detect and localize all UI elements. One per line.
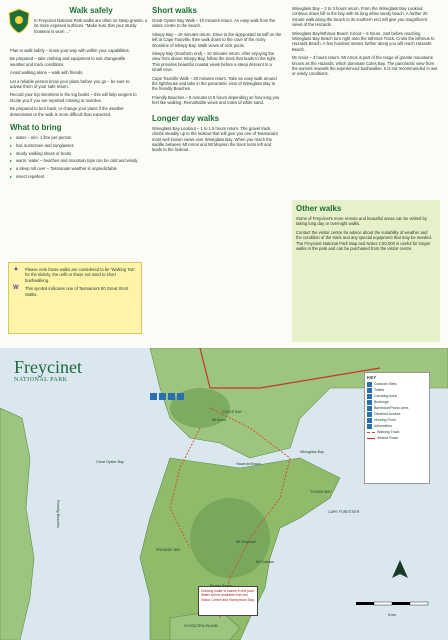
walk-notice-box: [8, 262, 142, 334]
map-scale-bar: [356, 602, 428, 605]
key-row: [367, 435, 427, 441]
bbq-icon: [367, 406, 372, 411]
note-text: Please note these walks are considered to be 'Walking Tas' for the elderly, the unfit or those not used to short bushwalking.: [25, 267, 135, 283]
camping-icon: [367, 394, 372, 399]
cape-tourville-walk: Cape Tourville Walk – 20 minutes return. Take an easy walk around the lighthouse and take in the panoramic view of Wineglass Bay to the friendly Beaches.: [152, 75, 277, 92]
column-short-walks: [152, 6, 282, 156]
info-icon: [367, 424, 372, 429]
key-label: Disabled Access: [374, 412, 401, 416]
caution-icon: ▲: [13, 266, 19, 272]
key-label: Camping Area: [374, 394, 397, 398]
mt-amos-walk: Mt Amos – 3 hours return. Mt Amos is part of the range of granite mountains known as the Hazards, which dominate Coles Bay. The panoramic view from the summit rewards the experienced bushwalker. It is not recommended in wet or windy conditions.: [292, 55, 438, 77]
toilet-icon: [367, 388, 372, 393]
list-item: ▸ sturdy walking shoes or boots: [10, 151, 140, 156]
column-long-walks: [292, 6, 438, 80]
toilet-icon: [150, 393, 157, 400]
what-to-bring-heading: What to bring: [10, 123, 62, 133]
map-subtitle: NATIONAL PARK: [14, 377, 68, 383]
key-label: Bookings: [374, 400, 389, 404]
facility-icons: [150, 393, 184, 400]
label-mt-amos: Mt Amos: [212, 418, 226, 422]
walk-safely-heading: Walk safely: [69, 6, 113, 15]
great-oyster-bay-walk: Great Oyster Bay Walk – 10 minutes return. An easy walk from the visitor centre to the beach.: [152, 18, 276, 29]
friendly-beaches-walk: Friendly Beaches – 5 minutes to 5 hours depending on how long you feel like walking. Remarkable views and miles of white sand.: [152, 94, 280, 106]
list-item: ▸ a sleep roll over – Tasmanian weather is unpredictable: [10, 166, 140, 171]
label-great-oyster-bay: Great Oyster Bay: [96, 460, 124, 464]
note-great-short-walks: [13, 286, 137, 297]
map-title: Freycinet: [14, 357, 82, 377]
key-label: Walking Track: [377, 430, 400, 434]
walk-safely-intro: In Freycinet National Park walks are often on steep granite, a lot more exposed surfaces. "Make sure that your sturdy footwear is worn ...": [34, 18, 148, 34]
other-walks-heading: Other walks: [296, 204, 342, 213]
sleepy-bay-south-walk: Sleepy Bay (Southern end) – 10 minutes return. After enjoying the view from above Sleepy Bay, follow the track that leads to the right. This provides beautiful coastal views before a steep descent to a small cove.: [152, 51, 277, 73]
bookings-icon: [367, 400, 372, 405]
camping-icon: [159, 393, 166, 400]
other-walks-text: Some of Freycinet's more remote and beautiful areas can be visited by taking long day or overnight walks.: [296, 216, 427, 227]
other-walks-advice: Contact the visitor centre for advice about the suitability of weather and the condition of the track and any special equipment that may be needed. The Freycinet National Park Map and Notes 1:50,000 is useful for longer walks in the park and can be purchased from the visitor centre.: [296, 229, 432, 252]
label-promise-bay: PROMISE BAY: [156, 548, 181, 552]
list-item: ▸ warm, water – beaches and mountain tops can be cold and windy: [10, 158, 140, 163]
track-line-icon: [367, 432, 375, 433]
wineglass-lookout-walk: Wineglass Bay Lookout – 1 to 1.5 hours return. The gravel track climbs steadily up to the lookout that will give you one of Tasmania's most well known views over Wineglass Bay. When you reach the saddle between Mt Amos and Mt Mayson the track turns left and leads to the lookout.: [152, 125, 278, 153]
other-walks-panel: [292, 200, 440, 342]
label-hazards-beach: Hazards Beach: [236, 462, 261, 466]
label-friendly-beaches: Friendly Beaches: [56, 500, 60, 528]
map-title-block: [14, 358, 82, 383]
list-item: ▸ hat, sunscreen and sunglasses: [10, 143, 140, 148]
viewpoint-icon: [367, 418, 372, 423]
caravan-icon: [367, 382, 372, 387]
key-label: Viewing Point: [374, 418, 396, 422]
other-walks-content: [296, 204, 434, 254]
turn-back-text: Be prepared to turn back, or change your plans if the weather deteriorates or the walk is more difficult than expected.: [10, 106, 124, 117]
key-label: Sealed Road: [377, 436, 398, 440]
label-mt-freycinet: Mt Freycinet: [236, 540, 256, 544]
key-label: Caravan Sites: [374, 382, 397, 386]
great-short-walk-icon: W: [13, 285, 19, 292]
label-wineglass-bay: Wineglass Bay: [300, 450, 324, 454]
list-item: ▸ water – min. 1 litre per person: [10, 135, 140, 140]
note-walking-tas: [13, 267, 137, 283]
picnic-icon: [168, 393, 175, 400]
what-to-bring-list: [10, 135, 140, 179]
label-coles-bay: COLES BAY: [222, 410, 243, 414]
accessible-icon: [367, 412, 372, 417]
column-walk-safely-body: [10, 48, 140, 183]
note-text: This symbol indicates one of Tasmania's 60 Great Short Walks.: [25, 286, 129, 297]
plan-text: Plan to walk safely – know your way with within your capabilities.: [10, 48, 130, 53]
short-walks-heading: Short walks: [152, 6, 197, 15]
tell-someone-text: Let a reliable person know your plans before you go – be sure to advise them of your safe return.: [10, 78, 130, 90]
label-cape-forestier: CAPE FORESTIER: [328, 510, 360, 514]
column-walk-safely: [10, 6, 148, 37]
key-label: Barbecue/Picnic Area: [374, 406, 409, 410]
list-item: ▸ insect repellent: [10, 174, 140, 179]
prepared-text: Be prepared – take clothing and equipment to suit changeable weather and track conditions.: [10, 56, 126, 67]
drinking-water-callout: Drinking water is scarce in the park. Water will be available from the Visitor Centre and Honeymoon Bay.: [198, 586, 258, 616]
scale-label: Kms: [388, 612, 396, 617]
info-icon: [177, 393, 184, 400]
label-thouin-bay: THOUIN BAY: [310, 490, 332, 494]
record-text: Record your trip intentions in the log books – this will help rangers to locate you if you are reported missing or overdue.: [10, 92, 137, 103]
sleepy-bay-walk: Sleepy Bay – 10 minutes return. Drive to the signposted turnoff on the left at Cape Tourville, then walk down to the cove of the rocky shoreline of Sleepy Bay. Walk views of rock pools.: [152, 31, 282, 48]
longer-walks-heading: Longer day walks: [152, 113, 220, 123]
map-key: [364, 372, 430, 484]
key-title: KEY: [367, 375, 377, 380]
avoid-alone-text: Avoid walking alone – walk with friends.: [10, 70, 84, 76]
key-label: Information: [374, 424, 392, 428]
label-mt-graham: Mt Graham: [256, 560, 274, 564]
label-schouten-island: SCHOUTEN ISLAND: [184, 624, 219, 628]
wineglass-bay-walk: Wineglass Bay – 2 to 3 hours return. From the Wineglass Bay Lookout continue down hill to the bay with its long white sandy beach. A further 20 minute walk along the beach to its southern end will give you magnificent views of the Hazards.: [292, 6, 428, 28]
key-label: Toilets: [374, 388, 385, 392]
road-line-icon: [367, 438, 375, 439]
isthmus-circuit-walk: Wineglass Bay/Isthmus Beach Circuit – 5 hours. Just before reaching Wineglass Bay Beach turn right onto the Isthmus Track. Cross the isthmus to Hazards Beach. A few hundred metres further along you will reach Hazards Beach.: [292, 30, 435, 52]
